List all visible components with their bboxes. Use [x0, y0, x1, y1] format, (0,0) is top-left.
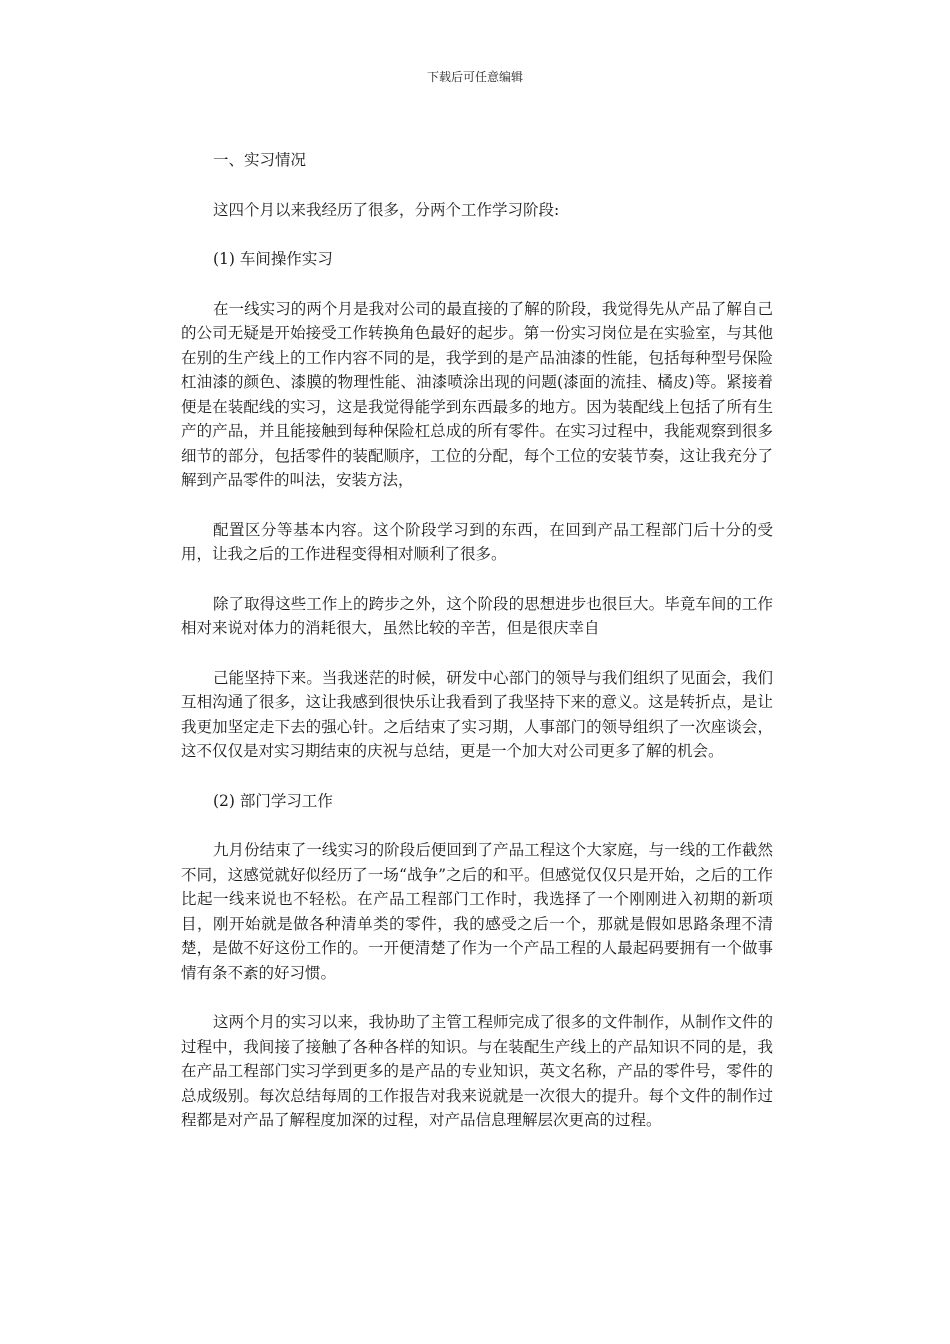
paragraph-5: 九月份结束了一线实习的阶段后便回到了产品工程这个大家庭，与一线的工作截然不同，这感觉就好似经历了一场“战争”之后的和平。但感觉仅仅只是开始，之后的工作比起一线来说也不轻松。在产品工程部门工作时，我选择了一个刚刚进入初期的新项目，刚开始就是做各种清单类的零件，我的感受之后一个，那就是假如思路条理不清楚，是做不好这份工作的。一开便清楚了作为一个产品工程的人最起码要拥有一个做事情有条不紊的好习惯。 — [181, 841, 773, 982]
paragraph-6: 这两个月的实习以来，我协助了主管工程师完成了很多的文件制作，从制作文件的过程中，我间接了接触了各种各样的知识。与在装配生产线上的产品知识不同的是，我在产品工程部门实习学到更多的是产品的专业知识，英文名称，产品的零件号，零件的总成级别。每次总结每周的工作报告对我来说就是一次很大的提升。每个文件的制作过程都是对产品了解程度加深的过程，对产品信息理解层次更高的过程。 — [181, 1013, 773, 1129]
subsection-title-2: (2) 部门学习工作 — [213, 791, 333, 810]
document-body — [181, 148, 773, 1133]
page-header-note: 下载后可任意编辑 — [426, 70, 523, 84]
intro-line: 这四个月以来我经历了很多，分两个工作学习阶段: — [213, 200, 560, 219]
paragraph-3: 除了取得这些工作上的跨步之外，这个阶段的思想进步也很巨大。毕竟车间的工作相对来说对体力的消耗很大，虽然比较的辛苦，但是很庆幸自 — [181, 594, 773, 637]
paragraph-2: 配置区分等基本内容。这个阶段学习到的东西，在回到产品工程部门后十分的受用，让我之后的工作进程变得相对顺利了很多。 — [181, 520, 773, 563]
section-title: 一、实习情况 — [213, 151, 307, 169]
paragraph-4: 己能坚持下来。当我迷茫的时候，研发中心部门的领导与我们组织了见面会，我们互相沟通了很多，这让我感到很快乐让我看到了我坚持下来的意义。这是转折点，是让我更加坚定走下去的强心针。之后结束了实习期，人事部门的领导组织了一次座谈会，这不仅仅是对实习期结束的庆祝与总结，更是一个加大对公司更多了解的机会。 — [181, 668, 773, 760]
subsection-title-1: (1) 车间操作实习 — [213, 250, 333, 268]
paragraph-1: 在一线实习的两个月是我对公司的最直接的了解的阶段，我觉得先从产品了解自己的公司无疑是开始接受工作转换角色最好的起步。第一份实习岗位是在实验室，与其他在别的生产线上的工作内容不同的是，我学到的是产品油漆的性能，包括每种型号保险杠油漆的颜色、漆膜的物理性能、油漆喷涂出现的问题(漆面的流挂、橘皮)等。紧接着便是在装配线的实习，这是我觉得能学到东西最多的地方。因为装配线上包括了所有生产的产品，并且能接触到每种保险杠总成的所有零件。在实习过程中，我能观察到很多细节的部分，包括零件的装配顺序，工位的分配，每个工位的安装节奏，这让我充分了解到产品零件的叫法，安装方法， — [181, 299, 773, 489]
